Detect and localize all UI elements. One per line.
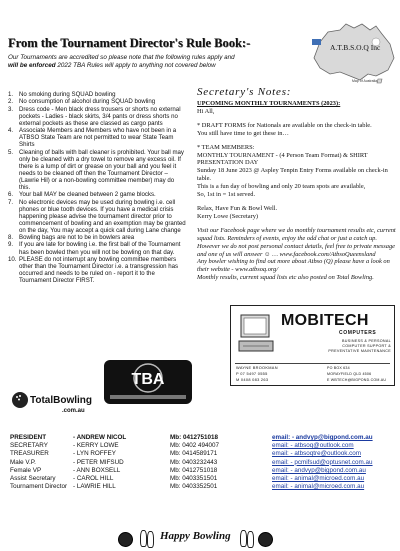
rule-number: 7.	[8, 198, 14, 206]
ad-tag-2: COMPUTER SUPPORT &	[342, 344, 391, 348]
rule-number: 4.	[8, 127, 14, 135]
rule-item	[8, 191, 186, 198]
ad-tagline	[309, 339, 391, 354]
rule-item	[8, 199, 186, 234]
svg-text:TotalBowling: TotalBowling	[30, 395, 93, 406]
officer-role: TREASURER	[10, 450, 49, 458]
rule-item	[8, 149, 186, 192]
officer-row	[10, 459, 396, 467]
officer-role: Assist Secretary	[10, 475, 56, 483]
tba-logo	[104, 360, 192, 404]
rule-number: 3.	[8, 105, 14, 113]
officer-name: - PETER MIFSUD	[73, 458, 124, 466]
officer-email[interactable]: email: - animal@microed.com.au	[272, 483, 365, 491]
officer-email[interactable]: email: - andvyp@bigpond.com.au	[272, 466, 366, 474]
officer-name: - ANN BOXSELL	[73, 466, 121, 474]
ad-contact-left	[236, 365, 278, 383]
ad-company-sub: COMPUTERS	[339, 330, 377, 336]
officer-name: - LYN ROFFEY	[73, 450, 116, 458]
totalbowling-logo	[10, 386, 98, 418]
intro-pre: Our Tournaments are accredited so please note that the following rules apply and	[8, 54, 235, 61]
ad-suburb: MORAYFIELD QLD 4506	[327, 372, 372, 376]
intro-bold: will be enforced	[8, 62, 56, 69]
page-title: From the Tournament Director's Rule Book:-	[8, 36, 251, 50]
officer-role: SECRETARY	[10, 442, 48, 450]
officer-role: Female VP	[10, 466, 42, 474]
signoff-1: Relax, Have Fun & Bowl Well.	[197, 204, 278, 212]
rule-text: Associate Members and Members who have not been in a ATBSO State Team are not permitted to wear State Team Shirts	[19, 127, 177, 149]
team-line-4: So, 1st in = 1st served.	[197, 191, 256, 199]
officer-mobile: Mb: 0412751018	[170, 466, 218, 474]
rule-text: Your ball MAY be cleaned between 2 game blocks.	[19, 191, 156, 199]
rule-item	[8, 98, 186, 105]
bowling-pin-icon	[240, 530, 247, 547]
ad-tag-1: BUSINESS & PERSONAL	[342, 339, 391, 343]
officer-row	[10, 434, 396, 442]
officer-row	[10, 475, 396, 483]
rule-number: 10.	[8, 255, 17, 263]
results-note: Monthly results, current squad lists etc also posted on Total Bowling.	[197, 274, 374, 282]
officer-role: Male V.P.	[10, 458, 36, 466]
svg-text:TBA: TBA	[131, 371, 165, 388]
rule-number: 1.	[8, 91, 14, 98]
ad-tag-3: PREVENTATIVE MAINTENANCE	[328, 349, 391, 353]
rule-text: Cleaning of balls with ball cleaner is prohibited. Your ball may only be cleaned with a dry towel to remove any excess oil. If there is a lump of dirt or grease on your ball and you feel it needs to be cleaned off then the Tournament Director – (Lawrie Hil) or a non-bowling committee member) may do this.	[19, 148, 184, 191]
svg-text:.com.au: .com.au	[62, 408, 85, 414]
rule-item	[8, 127, 186, 148]
officer-mobile: Mb: 0403232443	[170, 458, 218, 466]
officer-mobile: Mb: 0403351501	[170, 475, 218, 483]
happy-bowling-text: Happy Bowling	[160, 530, 231, 542]
officer-email[interactable]: email: - animal@microed.com.au	[272, 475, 365, 483]
officer-name: - ANDREW NICOL	[73, 434, 127, 441]
officer-row	[10, 483, 396, 491]
officer-name: - LAWRIE HILL	[73, 483, 116, 491]
bowling-pin-icon	[247, 531, 254, 548]
officer-row	[10, 442, 396, 450]
team-line-3: This is a fun day of bowling and only 20 team spots are available,	[197, 183, 366, 191]
ad-contact-right	[327, 365, 386, 383]
officer-mobile: Mb: 0412751018	[170, 434, 218, 441]
officer-name: - CAROL HILL	[73, 475, 114, 483]
upcoming-heading: UPCOMING MONTHLY TOURNAMENTS (2023):	[197, 100, 341, 107]
rule-number: 9.	[8, 241, 14, 249]
draft-forms-2: You still have time to get these in…	[197, 129, 289, 137]
rule-text: Bowling bags are not to be in bowlers area	[19, 234, 135, 242]
intro-post: 2022 TBA Rules will apply to anything not covered below	[55, 62, 216, 69]
team-heading: * TEAM MEMBERS:	[197, 143, 255, 151]
logo-text: A.T.B.S.O.Q Inc	[330, 43, 381, 52]
ad-email: E WBTECH@BIGPOND.COM.AU	[327, 378, 387, 382]
signoff-2: Kerry Lowe (Secretary)	[197, 212, 259, 220]
ad-phone: P 07 5497 0555	[236, 371, 268, 376]
bowling-pin-icon	[140, 530, 147, 547]
officer-role: Tournament Director	[10, 483, 68, 491]
facebook-note: Visit our Facebook page where we do monthly tournament results etc, current squad lists. Reminders of events, enjoy the odd chat or just a catch up. However we do not post personal contact details, feel free to private message and one of us will answer ☺ … www.facebook.com/AtbsoQueensland	[197, 226, 396, 258]
secretary-notes-title: Secretary's Notes:	[197, 86, 292, 98]
mobitech-ad	[230, 305, 395, 386]
rule-item	[8, 234, 186, 241]
logo-subtext: Map of Australia	[352, 79, 378, 83]
rule-number: 5.	[8, 148, 14, 156]
officer-mobile: Mb: 0403352501	[170, 483, 218, 491]
website-note: Any bowler wishing to find out more about Atbso (Q) please have a look on their website - www.atbsoq.org/	[197, 258, 390, 274]
officer-email[interactable]: email: - atbsoq@outlook.com	[272, 442, 354, 450]
officer-role: PRESIDENT	[10, 434, 47, 441]
rule-text: Dress code - Men black dress trousers or shorts no external pockets - Ladies - black skirts, 3/4 pants or dress shorts no external pockets as these are classed as cargo pants	[19, 105, 181, 127]
ad-company-name: MOBITECH	[281, 312, 369, 329]
rule-text: No consumption of alcohol during SQUAD bowling	[19, 98, 156, 106]
team-line-1: MONTHLY TOURNAMENT - (4 Person Team Format) & SHIRT PRESENTATION DAY	[197, 151, 368, 167]
rule-item	[8, 241, 186, 255]
rule-text: If you are late for bowling i.e. the first ball of the Tournament has been bowled then you will not be bowling on that day.	[19, 241, 181, 256]
rule-text: No electronic devices may be used during bowling i.e. cell phones or blue tooth devices. If you have a medical crisis happening please advise the tournament director prior to commencement of bowling and an exemption may be granted on the day, You may accept a quick call during Lane change	[19, 198, 186, 234]
rule-item	[8, 91, 186, 98]
officer-email[interactable]: email: - pcmifsud@optusnet.com.au	[272, 458, 373, 466]
rule-text: PLEASE do not interrupt any bowling committee members other than the Tournament Director i.e. a transgression has occurred and needs to be ruled on - report it to the Tournament Director FIRST.	[19, 255, 179, 285]
bowling-pin-icon	[147, 531, 154, 548]
officer-row	[10, 450, 396, 458]
bowling-ball-icon	[118, 532, 133, 547]
officer-row	[10, 467, 396, 475]
australia-map-logo	[310, 22, 396, 84]
rule-text: No smoking during SQUAD bowling	[19, 91, 116, 98]
ad-person: WAYNE BROOKMAN	[236, 365, 278, 370]
secretary-notes	[197, 100, 398, 282]
officers-table	[10, 434, 396, 491]
rule-item	[8, 256, 186, 284]
rule-item	[8, 106, 186, 127]
rules-list	[8, 91, 186, 284]
rule-number: 6.	[8, 191, 14, 199]
team-line-2: Sunday 18 June 2023 @ Aspley Tenpin Entry Forms available on check-in table.	[197, 167, 388, 183]
ad-box: PO BOX 634	[327, 366, 350, 370]
intro-text	[8, 54, 240, 70]
rule-number: 2.	[8, 98, 14, 106]
computer-logo-icon	[237, 311, 277, 359]
officer-email[interactable]: email: - andvyp@bigpond.com.au	[272, 434, 373, 441]
officer-mobile: Mb: 0402 494007	[170, 442, 220, 450]
greeting: Hi All,	[197, 107, 215, 115]
rule-number: 8.	[8, 234, 14, 242]
officer-name: - KERRY LOWE	[73, 442, 119, 450]
officer-email[interactable]: email: - atbsoqtre@outlook.com	[272, 450, 361, 458]
draft-forms: * DRAFT FORMS for Nationals are available on the check-in table.	[197, 121, 372, 129]
ad-mobile: M 0408 083 263	[236, 377, 269, 382]
officer-mobile: Mb: 0414589171	[170, 450, 218, 458]
bowling-ball-icon	[258, 532, 273, 547]
